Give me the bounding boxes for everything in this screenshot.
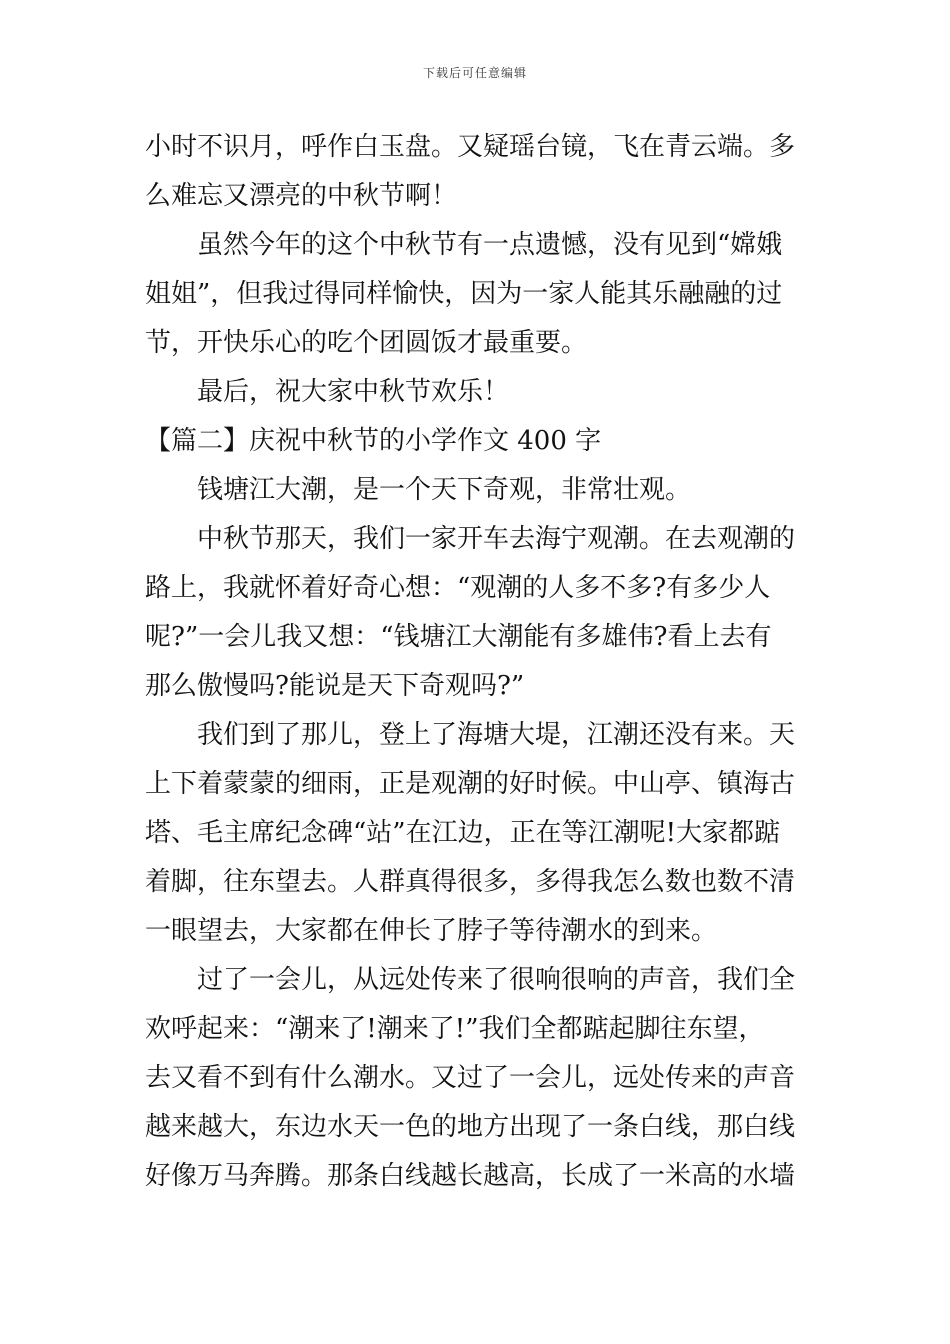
section-heading: 【篇二】庆祝中秋节的小学作文 400 字 — [145, 426, 602, 456]
text-line: 上下着蒙蒙的细雨，正是观潮的好时候。中山亭、镇海古 — [145, 769, 796, 799]
text-line: 姐姐”，但我过得同样愉快，因为一家人能其乐融融的过 — [145, 279, 783, 309]
text-line: 钱塘江大潮，是一个天下奇观，非常壮观。 — [197, 475, 692, 505]
text-line: 我们到了那儿，登上了海塘大堤，江潮还没有来。天 — [197, 720, 796, 750]
text-line: 过了一会儿，从远处传来了很响很响的声音，我们全 — [197, 965, 796, 995]
text-line: 小时不识月，呼作白玉盘。又疑瑶台镜，飞在青云端。多 — [145, 132, 796, 162]
text-line: 塔、毛主席纪念碑“站”在江边，正在等江潮呢!大家都踮 — [145, 818, 781, 848]
text-line: 路上，我就怀着好奇心想：“观潮的人多不多?有多少人 — [145, 573, 771, 603]
page-header: 下载后可任意编辑 — [422, 66, 527, 80]
text-line: 越来越大，东边水天一色的地方出现了一条白线，那白线 — [145, 1112, 796, 1142]
text-line: 那么傲慢吗?能说是天下奇观吗?” — [145, 671, 525, 701]
text-line: 着脚，往东望去。人群真得很多，多得我怎么数也数不清 — [145, 867, 796, 897]
text-line: 一眼望去，大家都在伸长了脖子等待潮水的到来。 — [145, 916, 718, 946]
text-line: 虽然今年的这个中秋节有一点遗憾，没有见到“嫦娥 — [197, 230, 783, 260]
text-line: 中秋节那天，我们一家开车去海宁观潮。在去观潮的 — [197, 524, 796, 554]
text-line: 欢呼起来：“潮来了!潮来了!”我们全都踮起脚往东望， — [145, 1014, 765, 1044]
text-line: 去又看不到有什么潮水。又过了一会儿，远处传来的声音 — [145, 1063, 796, 1093]
text-line: 呢?”一会儿我又想：“钱塘江大潮能有多雄伟?看上去有 — [145, 622, 772, 652]
text-line: 好像万马奔腾。那条白线越长越高，长成了一米高的水墙 — [145, 1161, 796, 1191]
text-line: 节，开快乐心的吃个团圆饭才最重要。 — [145, 328, 588, 358]
essay-body — [145, 123, 815, 1201]
text-line: 么难忘又漂亮的中秋节啊！ — [145, 181, 458, 211]
text-line: 最后，祝大家中秋节欢乐！ — [197, 377, 510, 407]
